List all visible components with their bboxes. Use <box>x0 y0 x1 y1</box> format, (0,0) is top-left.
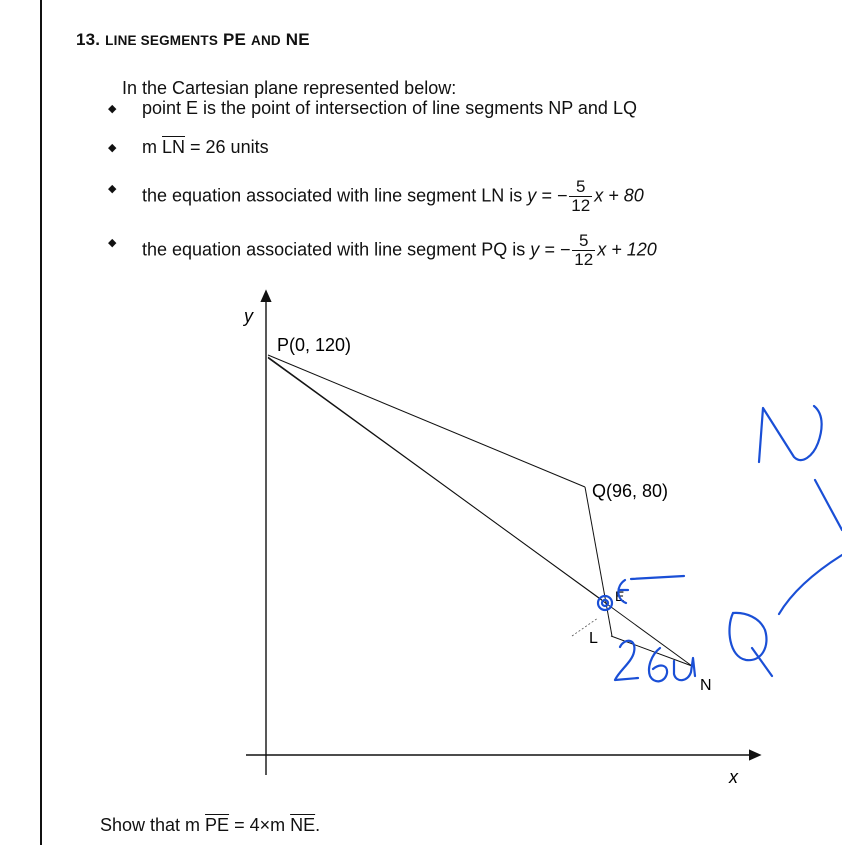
bullet-icon: ◆ <box>108 182 117 195</box>
x-axis-label: x <box>729 767 738 787</box>
question-prompt: Show that m $\overline{PE} = 4\times m$ $\overline{NE}$. <box>100 815 321 835</box>
point-label-E: E <box>615 588 625 604</box>
fraction: $\frac{5}{12}$ <box>574 231 594 269</box>
bullet-icon: ◆ <box>108 102 117 115</box>
bullet-icon: ◆ <box>108 141 117 154</box>
point-label-P: P(0, 120) <box>277 335 352 355</box>
handwritten-26u <box>615 641 695 682</box>
y-axis-label: y <box>244 306 253 326</box>
handwritten-E <box>618 576 684 603</box>
handwritten-N <box>759 406 822 462</box>
handwritten-annotations <box>598 406 842 681</box>
point-label-L: L <box>589 630 598 647</box>
bullet-icon: ◆ <box>108 236 117 249</box>
segment-QL <box>585 487 612 636</box>
fraction: $\frac{5}{12}$ <box>571 177 591 215</box>
point-label-Q: Q(96, 80) <box>592 481 669 501</box>
bullet-text: the equation associated with line segment PQ is y = − $\frac{5}{12}$ x + 120 <box>142 231 657 269</box>
handwritten-slash <box>815 480 842 530</box>
handwritten-Q <box>729 613 772 676</box>
handwritten-curve <box>779 555 842 614</box>
bullet-text: the equation associated with line segment LN is y = − $\frac{5}{12}$ x + 80 <box>142 177 644 215</box>
bullet-text: m $\overline{LN} = 26$ units <box>142 136 269 157</box>
bullet-text: point E is the point of intersection of line segments NP and LQ <box>142 97 637 118</box>
segment-PQ <box>268 355 585 487</box>
segment-PE-inner <box>268 358 602 600</box>
problem-intro: In the Cartesian plane represented below: <box>122 78 457 98</box>
problem-title: 13. LINE SEGMENTS PE AND NE <box>76 30 310 49</box>
point-label-N: N <box>700 677 712 694</box>
